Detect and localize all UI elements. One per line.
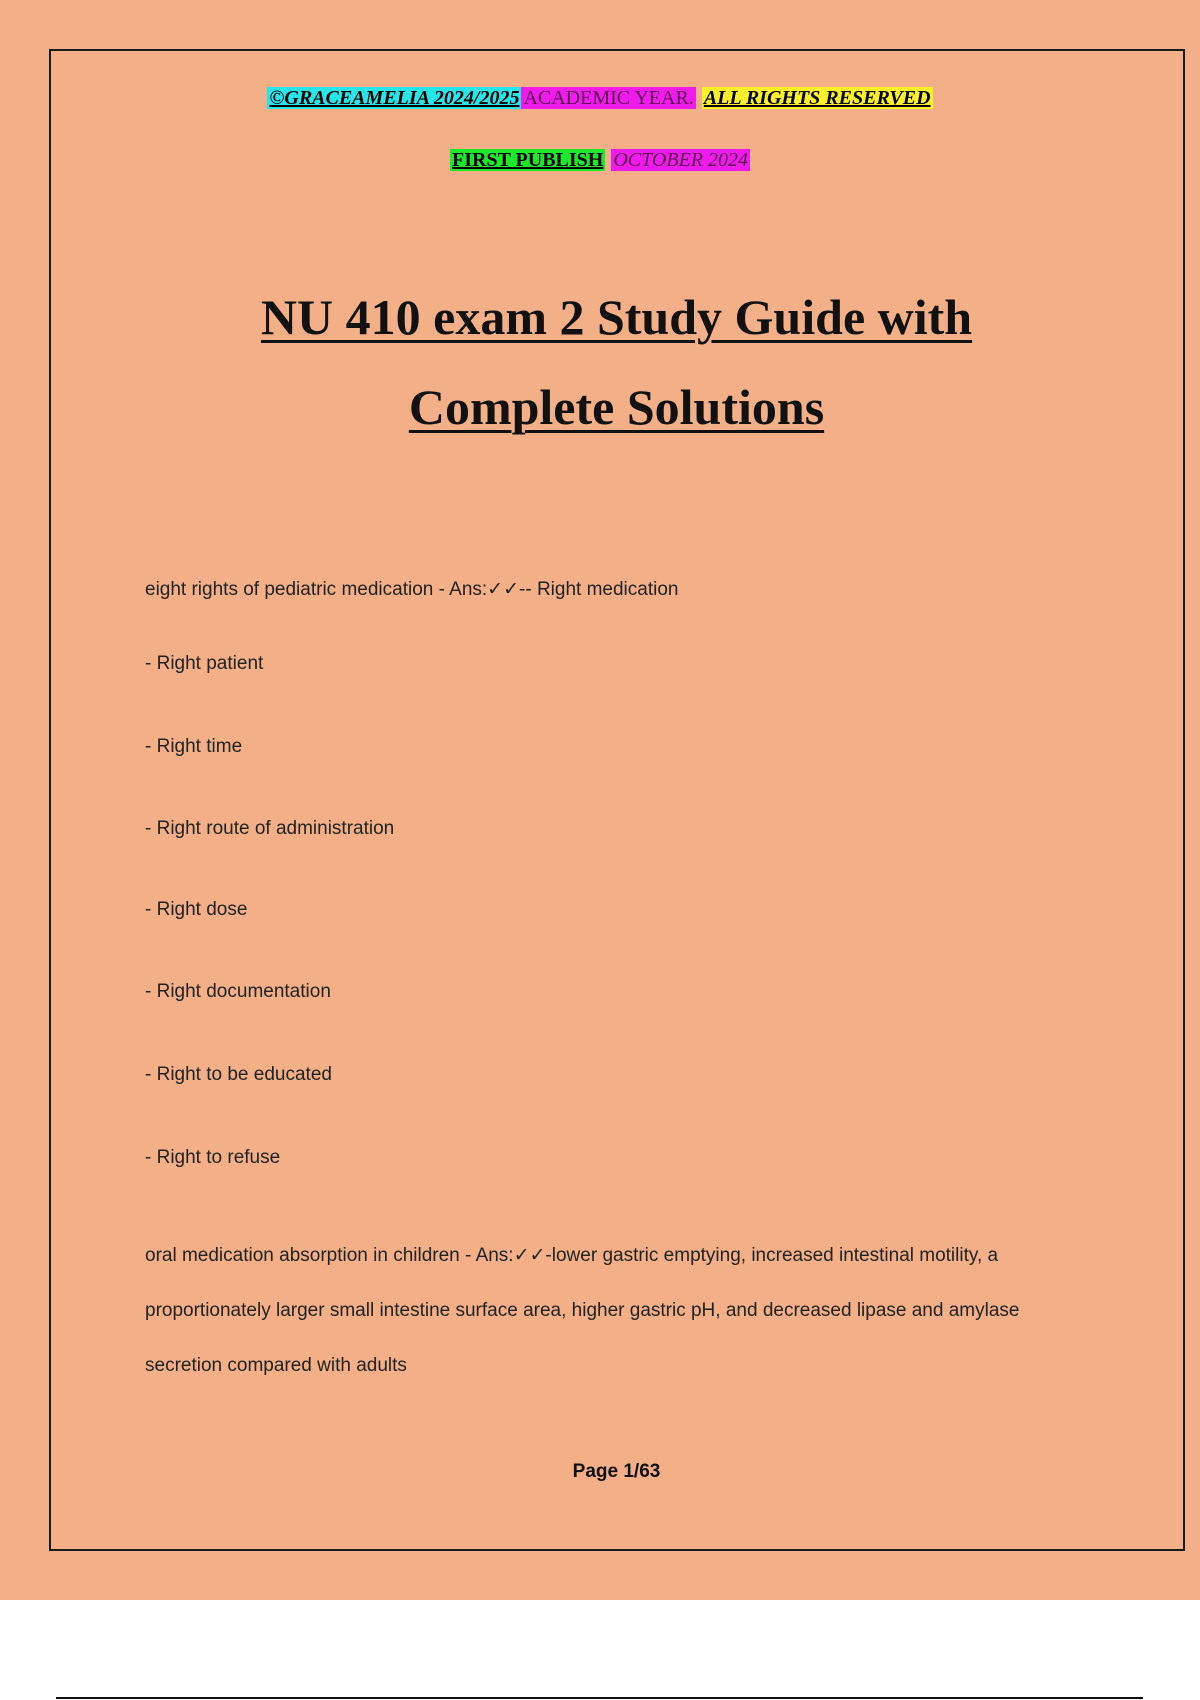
publish-date-highlight: OCTOBER 2024 (613, 149, 748, 171)
publish-header (0, 148, 1200, 172)
document-title-line1: NU 410 exam 2 Study Guide with (260, 289, 973, 345)
list-item: - Right patient (145, 653, 264, 674)
list-item: - Right dose (145, 899, 248, 920)
list-item: - Right to refuse (145, 1147, 281, 1168)
first-publish-highlight: FIRST PUBLISH (452, 149, 604, 171)
question-oral-absorption: oral medication absorption in children - Ans:✓✓-lower gastric emptying, increased intestinal motility, a proportionately larger small intestine surface area, higher gastric pH, and decreased lipase and amylase secretion compared with adults (145, 1245, 1020, 1376)
copyright-highlight: ©GRACEAMELIA 2024/2025 (269, 87, 520, 109)
page-number: Page 1/63 (572, 1461, 661, 1482)
next-page-border (56, 1697, 1143, 1699)
list-item: - Right documentation (145, 981, 331, 1002)
copyright-header (0, 86, 1200, 110)
rights-reserved-highlight: ALL RIGHTS RESERVED (703, 87, 931, 109)
question-eight-rights: eight rights of pediatric medication - Ans:✓✓-- Right medication (145, 579, 679, 600)
list-item: - Right to be educated (145, 1064, 332, 1085)
list-item: - Right time (145, 736, 243, 757)
document-title-line2: Complete Solutions (408, 379, 825, 435)
list-item: - Right route of administration (145, 818, 395, 839)
academic-year-highlight: ACADEMIC YEAR. (523, 87, 694, 109)
